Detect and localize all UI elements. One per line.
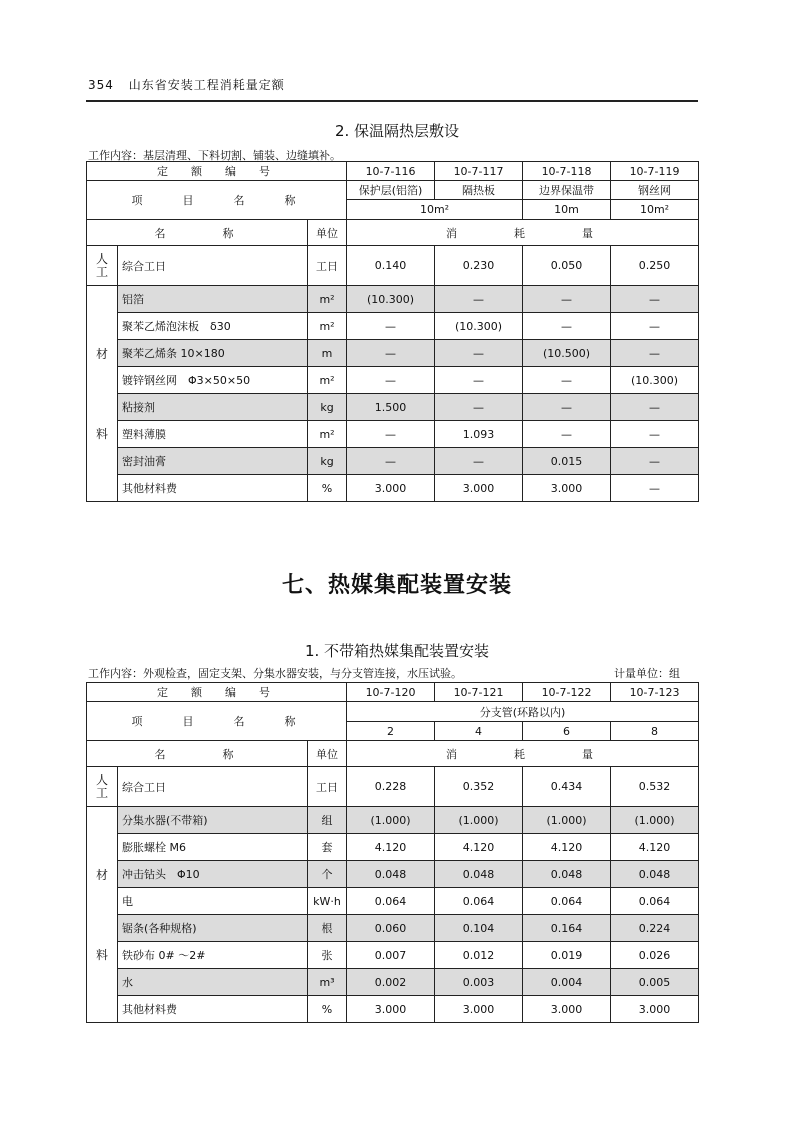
value-cell: 0.228 [347,767,435,807]
value-cell: 0.003 [435,969,523,996]
material-name: 其他材料费 [118,475,308,502]
labor-unit: 工日 [308,767,347,807]
value-cell: — [611,394,699,421]
page-number: 354 [88,78,114,92]
value-cell: 0.015 [523,448,611,475]
material-name: 密封油膏 [118,448,308,475]
item-name-label: 项 目 名 称 [87,181,347,220]
item-name: 隔热板 [435,181,523,200]
material-unit: 张 [308,942,347,969]
value-cell: 1.500 [347,394,435,421]
value-cell: 3.000 [435,996,523,1023]
value-cell: — [435,448,523,475]
material-name: 冲击钻头 Φ10 [118,861,308,888]
value-cell: 3.000 [435,475,523,502]
value-cell: — [347,367,435,394]
value-cell: 3.000 [347,475,435,502]
quota-number-label: 定 额 编 号 [87,683,347,702]
value-cell: — [523,313,611,340]
unit-cell: 10m² [611,200,699,220]
value-cell: 0.007 [347,942,435,969]
value-cell: — [523,286,611,313]
material-unit: m² [308,313,347,340]
value-cell: 0.004 [523,969,611,996]
value-cell: — [611,421,699,448]
material-name: 分集水器(不带箱) [118,807,308,834]
unit-column-label: 单位 [308,741,347,767]
page-header [88,76,285,93]
item-name-label: 项 目 名 称 [87,702,347,741]
branch-count: 8 [611,722,699,741]
material-name: 铁砂布 0# ～2# [118,942,308,969]
value-cell: (10.500) [523,340,611,367]
quota-table-2 [86,682,699,1023]
value-cell: — [611,286,699,313]
value-cell: 0.005 [611,969,699,996]
quota-code: 10-7-121 [435,683,523,702]
material-unit: 根 [308,915,347,942]
value-cell: 0.002 [347,969,435,996]
value-cell: — [347,448,435,475]
unit-cell: 10m² [347,200,523,220]
material-name: 电 [118,888,308,915]
material-name: 粘接剂 [118,394,308,421]
value-cell: 3.000 [523,475,611,502]
material-unit: m² [308,421,347,448]
quota-number-label: 定 额 编 号 [87,162,347,181]
value-cell: 0.048 [347,861,435,888]
value-cell: — [347,340,435,367]
value-cell: — [435,340,523,367]
name-column-label: 名 称 [87,741,308,767]
material-name: 聚苯乙烯泡沫板 δ30 [118,313,308,340]
material-unit: m² [308,286,347,313]
quota-code: 10-7-120 [347,683,435,702]
branch-count: 2 [347,722,435,741]
quota-code: 10-7-118 [523,162,611,181]
material-category-char: 料 [95,426,108,441]
value-cell: (1.000) [523,807,611,834]
value-cell: 0.230 [435,246,523,286]
value-cell: — [347,313,435,340]
value-cell: — [435,394,523,421]
value-cell: — [435,367,523,394]
material-name: 其他材料费 [118,996,308,1023]
material-unit: 套 [308,834,347,861]
value-cell: 0.224 [611,915,699,942]
material-name: 锯条(各种规格) [118,915,308,942]
material-unit: kW·h [308,888,347,915]
value-cell: 0.060 [347,915,435,942]
value-cell: — [435,286,523,313]
value-cell: — [523,421,611,448]
labor-unit: 工日 [308,246,347,286]
material-unit: % [308,996,347,1023]
value-cell: — [611,340,699,367]
value-cell: 0.434 [523,767,611,807]
consumption-label: 消 耗 量 [347,741,699,767]
labor-category: 人工 [87,767,118,807]
value-cell: 4.120 [347,834,435,861]
section1-title: 2. 保温隔热层敷设 [334,122,460,140]
value-cell: (10.300) [347,286,435,313]
value-cell: 0.164 [523,915,611,942]
value-cell: 3.000 [611,996,699,1023]
quota-code: 10-7-116 [347,162,435,181]
material-category [87,807,118,1023]
material-unit: kg [308,448,347,475]
value-cell: — [347,421,435,448]
section2-work-content: 工作内容：外观检查，固定支架、分集水器安装，与分支管连接，水压试验。 [88,667,462,680]
value-cell: — [611,313,699,340]
value-cell: 0.352 [435,767,523,807]
section2-title: 1. 不带箱热媒集配装置安装 [304,642,490,660]
value-cell: 0.048 [435,861,523,888]
branch-pipe-group-label: 分支管(环路以内) [347,702,699,722]
value-cell: (10.300) [611,367,699,394]
material-category-char: 材 [95,867,108,882]
item-name: 保护层(铝箔) [347,181,435,200]
value-cell: 0.050 [523,246,611,286]
section1-work-content: 工作内容：基层清理、下料切割、铺装、边缝填补。 [88,149,341,162]
material-category [87,286,118,502]
material-unit: % [308,475,347,502]
value-cell: 1.093 [435,421,523,448]
material-unit: kg [308,394,347,421]
value-cell: 0.064 [347,888,435,915]
name-column-label: 名 称 [87,220,308,246]
quota-code: 10-7-119 [611,162,699,181]
measurement-unit: 计量单位：组 [614,667,680,680]
quota-code: 10-7-123 [611,683,699,702]
material-name: 水 [118,969,308,996]
item-name: 钢丝网 [611,181,699,200]
quota-code: 10-7-117 [435,162,523,181]
value-cell: 0.064 [611,888,699,915]
value-cell: (1.000) [435,807,523,834]
value-cell: 0.012 [435,942,523,969]
book-title: 山东省安装工程消耗量定额 [128,78,285,92]
material-name: 塑料薄膜 [118,421,308,448]
value-cell: 0.532 [611,767,699,807]
value-cell: — [523,367,611,394]
material-name: 镀锌钢丝网 Φ3×50×50 [118,367,308,394]
material-unit: 组 [308,807,347,834]
labor-category: 人工 [87,246,118,286]
value-cell: 4.120 [523,834,611,861]
material-category-char: 料 [95,947,108,962]
value-cell: 3.000 [347,996,435,1023]
value-cell: 3.000 [523,996,611,1023]
value-cell: (1.000) [347,807,435,834]
labor-name: 综合工日 [118,767,308,807]
material-name: 铝箔 [118,286,308,313]
labor-name: 综合工日 [118,246,308,286]
value-cell: — [611,475,699,502]
value-cell: — [611,448,699,475]
consumption-label: 消 耗 量 [347,220,699,246]
value-cell: 0.250 [611,246,699,286]
value-cell: (1.000) [611,807,699,834]
material-unit: 个 [308,861,347,888]
value-cell: 0.104 [435,915,523,942]
value-cell: 0.048 [611,861,699,888]
value-cell: 0.019 [523,942,611,969]
header-rule [86,100,698,102]
quota-code: 10-7-122 [523,683,611,702]
value-cell: 0.026 [611,942,699,969]
material-unit: m [308,340,347,367]
value-cell: 0.140 [347,246,435,286]
unit-cell: 10m [523,200,611,220]
value-cell: 4.120 [611,834,699,861]
unit-column-label: 单位 [308,220,347,246]
quota-table-1 [86,161,699,502]
value-cell: (10.300) [435,313,523,340]
material-name: 聚苯乙烯条 10×180 [118,340,308,367]
value-cell: — [523,394,611,421]
value-cell: 0.048 [523,861,611,888]
material-unit: m³ [308,969,347,996]
material-category-char: 材 [95,346,108,361]
value-cell: 0.064 [523,888,611,915]
branch-count: 6 [523,722,611,741]
item-name: 边界保温带 [523,181,611,200]
value-cell: 4.120 [435,834,523,861]
branch-count: 4 [435,722,523,741]
material-unit: m² [308,367,347,394]
chapter-title: 七、热媒集配装置安装 [281,573,512,598]
material-name: 膨胀螺栓 M6 [118,834,308,861]
value-cell: 0.064 [435,888,523,915]
